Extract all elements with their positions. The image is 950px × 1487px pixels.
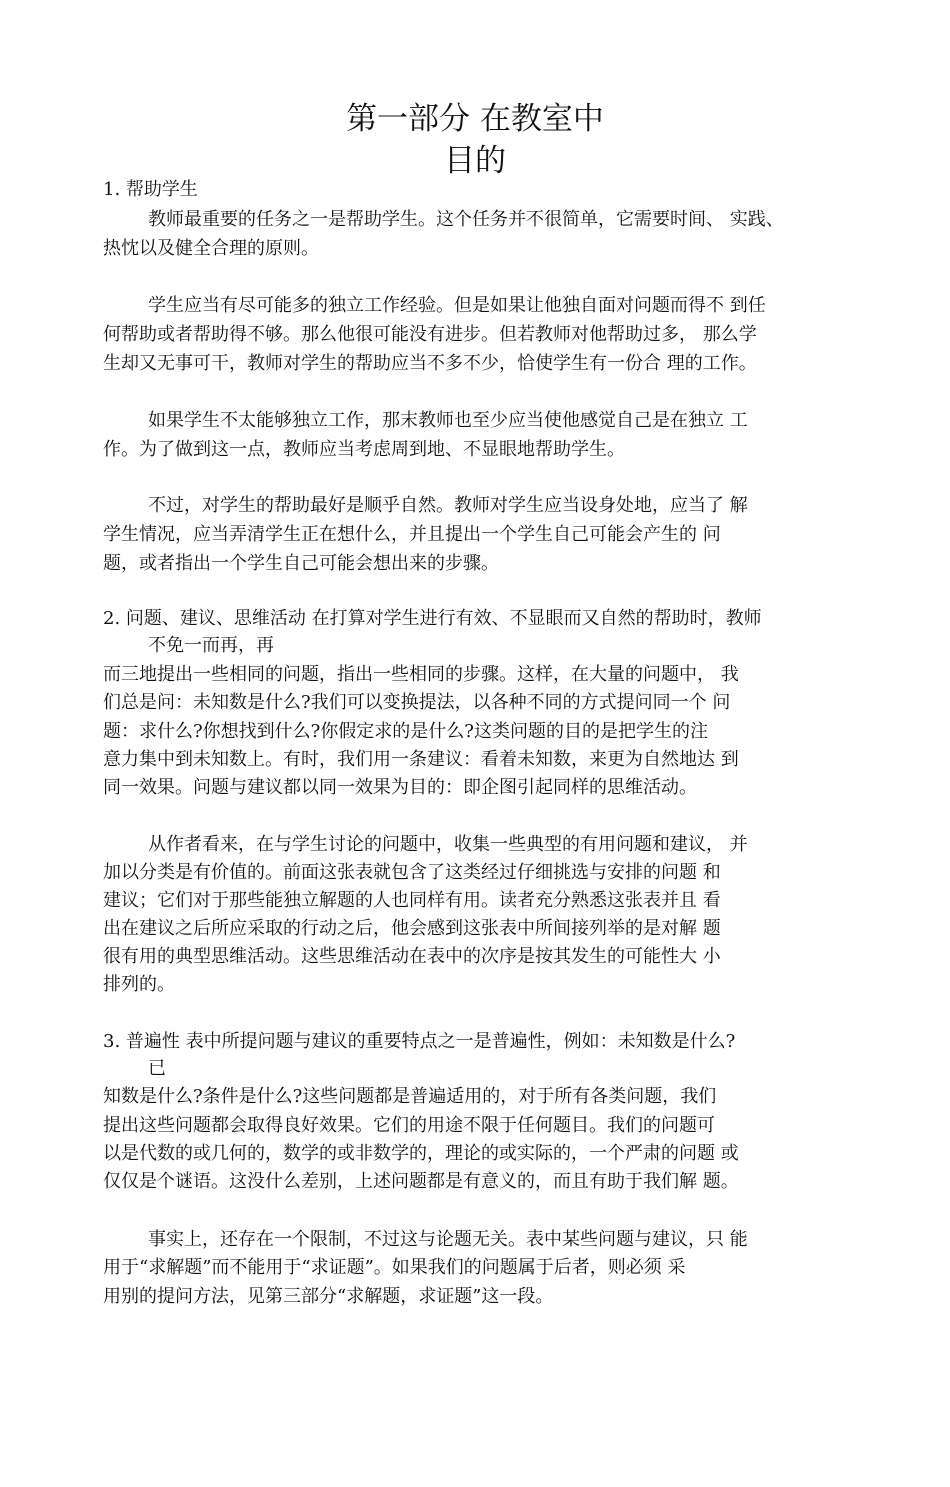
page-title: 第一部分 在教室中 [346, 101, 604, 137]
heading-1: 1. 帮助学生 [103, 179, 198, 200]
text-line: 建议；它们对于那些能独立解题的人也同样有用。读者充分熟悉这张表并且 看 [103, 890, 721, 911]
text-line: 如果学生不太能够独立工作，那末教师也至少应当使他感觉自己是在独立 工 [148, 410, 748, 431]
text-line: 以是代数的或几何的，数学的或非数学的，理论的或实际的，一个严肃的问题 或 [103, 1143, 739, 1164]
text-line: 题，或者指出一个学生自己可能会想出来的步骤。 [103, 553, 499, 574]
text-line: 作。为了做到这一点，教师应当考虑周到地、不显眼地帮助学生。 [103, 439, 625, 460]
text-line: 学生应当有尽可能多的独立工作经验。但是如果让他独自面对问题而得不 到任 [148, 295, 766, 316]
text-line: 出在建议之后所应采取的行动之后，他会感到这张表中所间接列举的是对解 题 [103, 918, 721, 939]
text-line: 意力集中到未知数上。有时，我们用一条建议：看着未知数，来更为自然地达 到 [103, 749, 739, 770]
text-line: 热忱以及健全合理的原则。 [103, 238, 319, 259]
text-line: 们总是问：未知数是什么?我们可以变换提法，以各种不同的方式提问同一个 问 [103, 692, 731, 713]
text-line: 仅仅是个谜语。这没什么差别，上述问题都是有意义的，而且有助于我们解 题。 [103, 1171, 739, 1192]
text-line: 用于“求解题”而不能用于“求证题”。如果我们的问题属于后者，则必须 采 [103, 1257, 686, 1278]
text-line: 生却又无事可干，教师对学生的帮助应当不多不少，恰使学生有一份合 理的工作。 [103, 353, 757, 374]
text-line: 题：求什么?你想找到什么?你假定求的是什么?这类问题的目的是把学生的注 [103, 721, 708, 742]
text-line: 排列的。 [103, 974, 175, 995]
heading-3: 3. 普遍性 表中所提问题与建议的重要特点之一是普遍性，例如：未知数是什么? [103, 1031, 736, 1052]
text-line: 提出这些问题都会取得良好效果。它们的用途不限于任何题目。我们的问题可 [103, 1115, 715, 1136]
text-line: 而三地提出一些相同的问题，指出一些相同的步骤。这样，在大量的问题中， 我 [103, 664, 739, 685]
text-line: 同一效果。问题与建议都以同一效果为目的：即企图引起同样的思维活动。 [103, 777, 697, 798]
text-line: 事实上，还存在一个限制，不过这与论题无关。表中某些问题与建议，只 能 [148, 1229, 748, 1250]
text-line: 教师最重要的任务之一是帮助学生。这个任务并不很简单，它需要时间、 实践、 [148, 209, 784, 230]
text-line: 已 [148, 1058, 166, 1079]
section-title: 目的 [444, 143, 506, 179]
text-line: 知数是什么?条件是什么?这些问题都是普遍适用的，对于所有各类问题，我们 [103, 1086, 717, 1107]
text-line: 从作者看来，在与学生讨论的问题中，收集一些典型的有用问题和建议， 并 [148, 834, 748, 855]
text-line: 很有用的典型思维活动。这些思维活动在表中的次序是按其发生的可能性大 小 [103, 946, 721, 967]
text-line: 用别的提问方法，见第三部分“求解题，求证题”这一段。 [103, 1286, 554, 1307]
text-line: 何帮助或者帮助得不够。那么他很可能没有进步。但若教师对他帮助过多， 那么学 [103, 324, 757, 345]
text-line: 不过，对学生的帮助最好是顺乎自然。教师对学生应当设身处地，应当了 解 [148, 495, 748, 516]
text-line: 加以分类是有价值的。前面这张表就包含了这类经过仔细挑选与安排的问题 和 [103, 862, 721, 883]
heading-2: 2. 问题、建议、思维活动 在打算对学生进行有效、不显眼而又自然的帮助时，教师 [103, 608, 762, 629]
text-line: 学生情况，应当弄清学生正在想什么，并且提出一个学生自己可能会产生的 问 [103, 524, 721, 545]
text-line: 不免一而再，再 [148, 635, 274, 656]
